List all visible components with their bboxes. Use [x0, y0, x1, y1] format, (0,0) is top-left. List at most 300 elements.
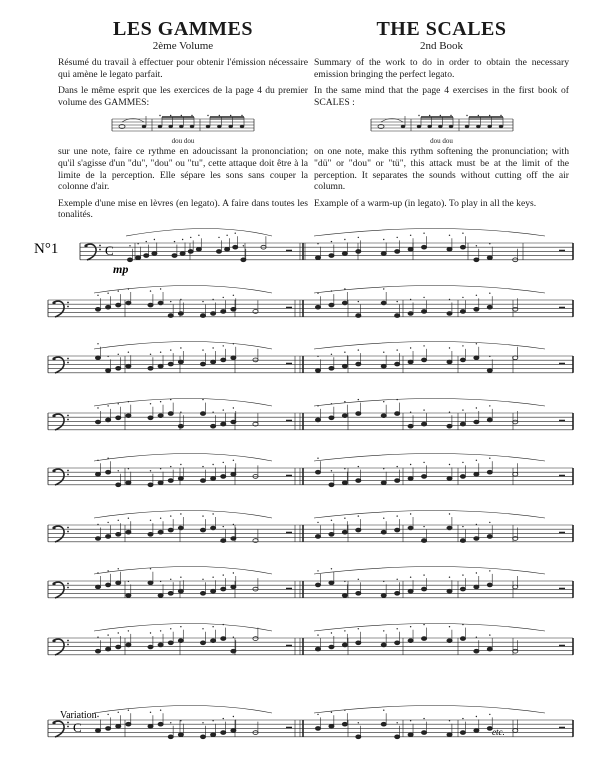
dynamic-marking: mp [113, 262, 129, 276]
rest [559, 532, 565, 534]
staccato-dot [462, 297, 463, 298]
note-head [315, 727, 320, 731]
staff [80, 229, 573, 262]
staccato-dot [128, 518, 129, 519]
note-head [106, 305, 111, 309]
note-head [381, 414, 386, 418]
note-head [513, 472, 518, 476]
slur [314, 229, 545, 237]
staccato-dot [233, 524, 234, 525]
slur [94, 454, 272, 462]
note-head [233, 245, 238, 249]
staccato-dot [410, 464, 411, 465]
staccato-dot [462, 233, 463, 234]
staff [48, 399, 573, 431]
note-head [381, 481, 386, 485]
rest [286, 250, 292, 252]
note-head [381, 252, 386, 256]
staccato-dot [383, 288, 384, 289]
note-head [487, 256, 492, 260]
slur [94, 286, 272, 294]
note-head [421, 637, 426, 641]
staccato-dot [462, 574, 463, 575]
note-head [178, 589, 183, 593]
staccato-dot [97, 524, 98, 525]
staccato-dot [410, 577, 411, 578]
note-head [231, 307, 236, 311]
staccato-dot [233, 716, 234, 717]
note-head [200, 735, 205, 739]
staccato-dot [107, 522, 108, 523]
time-signature: C [105, 243, 114, 258]
staccato-dot [358, 301, 359, 302]
staccato-dot [383, 468, 384, 469]
staccato-dot [396, 466, 397, 467]
note-head [211, 312, 216, 316]
clef-dot [67, 587, 69, 589]
note-head [116, 645, 121, 649]
note-head [487, 535, 492, 539]
note-head [342, 530, 347, 534]
clef-dot [52, 301, 55, 304]
note-head [95, 585, 100, 589]
staccato-dot [118, 470, 119, 471]
staccato-dot [150, 520, 151, 521]
note-head [168, 479, 173, 483]
staccato-dot [462, 462, 463, 463]
note-head [126, 722, 131, 726]
staccato-dot [128, 710, 129, 711]
staccato-dot [423, 526, 424, 527]
staccato-dot [410, 513, 411, 514]
staccato-dot [226, 235, 227, 236]
staccato-dot [344, 468, 345, 469]
note-head [329, 254, 334, 258]
note-head [381, 364, 386, 368]
note-head [168, 591, 173, 595]
staccato-dot [358, 722, 359, 723]
staccato-dot [150, 290, 151, 291]
staccato-dot [476, 343, 477, 344]
note-head [421, 475, 426, 479]
note-head [342, 364, 347, 368]
staccato-dot [150, 354, 151, 355]
note-head [127, 258, 132, 262]
staccato-dot [344, 401, 345, 402]
clef-dot [84, 244, 87, 247]
slur [314, 342, 545, 350]
note-head [460, 637, 465, 641]
staccato-dot [489, 405, 490, 406]
staccato-dot [489, 243, 490, 244]
note-head [148, 416, 153, 420]
note-head [487, 418, 492, 422]
staccato-dot [423, 409, 424, 410]
clef-dot [67, 415, 69, 417]
note-head [126, 414, 131, 418]
clef-dot [67, 722, 69, 724]
note-head [447, 589, 452, 593]
note-head [126, 301, 131, 305]
note-head [158, 301, 163, 305]
note-head [342, 301, 347, 305]
staccato-dot [423, 297, 424, 298]
staccato-dot [212, 626, 213, 627]
note-head [178, 360, 183, 364]
note-head [447, 360, 452, 364]
note-head [487, 369, 492, 373]
note-head [460, 422, 465, 426]
staccato-dot [170, 628, 171, 629]
english-intro: Summary of the work to do in order to obtain the necessary emission bringing the perfect legato. [314, 57, 569, 80]
note-head [315, 583, 320, 587]
note-head [231, 356, 236, 360]
staccato-dot [423, 345, 424, 346]
english-subtitle: 2nd Book [419, 40, 464, 52]
note-head [395, 735, 400, 739]
note-head [200, 641, 205, 645]
slur [314, 706, 545, 714]
english-reference: In the same mind that the page 4 exercises in the first book of SCALES : [314, 85, 569, 108]
staccato-dot [476, 524, 477, 525]
staccato-dot [180, 412, 181, 413]
staff [48, 567, 573, 599]
note-head [421, 539, 426, 543]
staccato-dot [383, 518, 384, 519]
staccato-dot [118, 354, 119, 355]
staccato-dot [449, 412, 450, 413]
staccato-dot [160, 581, 161, 582]
note-head [211, 424, 216, 428]
staccato-dot [396, 722, 397, 723]
note-head [421, 358, 426, 362]
clef-dot [52, 469, 55, 472]
note-head [126, 481, 131, 485]
note-head [447, 639, 452, 643]
staccato-dot [462, 718, 463, 719]
staff-group [48, 229, 573, 739]
staccato-dot [449, 235, 450, 236]
note-head [231, 420, 236, 424]
note-head [356, 412, 361, 416]
note-head [95, 472, 100, 476]
staccato-dot [202, 515, 203, 516]
note-head [158, 481, 163, 485]
note-head [116, 416, 121, 420]
staccato-dot [317, 522, 318, 523]
staccato-dot [97, 343, 98, 344]
staccato-dot [190, 237, 191, 238]
staccato-dot [233, 407, 234, 408]
note-head [408, 477, 413, 481]
note-head [395, 479, 400, 483]
staccato-dot [202, 399, 203, 400]
staccato-dot [410, 720, 411, 721]
note-head [381, 301, 386, 305]
note-head [474, 307, 479, 311]
staccato-dot [212, 347, 213, 348]
note-head [200, 479, 205, 483]
rest [559, 363, 565, 365]
staccato-dot [107, 570, 108, 571]
note-head [315, 256, 320, 260]
staccato-dot [489, 356, 490, 357]
staccato-dot [128, 352, 129, 353]
etc-label: etc. [492, 727, 505, 737]
staccato-dot [170, 349, 171, 350]
note-head [148, 532, 153, 536]
rest [559, 420, 565, 422]
slur [314, 511, 545, 519]
note-head [148, 366, 153, 370]
staccato-dot [344, 518, 345, 519]
staccato-dot [489, 293, 490, 294]
note-head [253, 637, 258, 641]
note-head [513, 729, 518, 733]
note-head [513, 420, 518, 424]
note-head [95, 649, 100, 653]
staccato-dot [118, 568, 119, 569]
note-head [474, 472, 479, 476]
staccato-dot [128, 468, 129, 469]
staccato-dot [358, 237, 359, 238]
staccato-dot [107, 293, 108, 294]
staccato-dot [97, 637, 98, 638]
note-head [460, 539, 465, 543]
staccato-dot [317, 243, 318, 244]
staccato-dot [150, 632, 151, 633]
staccato-dot [118, 632, 119, 633]
clef-dot [99, 249, 101, 251]
staccato-dot [233, 637, 234, 638]
note-head [116, 303, 121, 307]
staccato-dot [223, 574, 224, 575]
exercise-number: N°1 [34, 241, 59, 257]
note-head [395, 412, 400, 416]
staccato-dot [476, 637, 477, 638]
note-head [460, 245, 465, 249]
rest [286, 532, 292, 534]
note-head [342, 594, 347, 598]
note-head [116, 532, 121, 536]
staccato-dot [160, 518, 161, 519]
note-head [106, 727, 111, 731]
note-head [408, 526, 413, 530]
clef-dot [67, 358, 69, 360]
staccato-dot [107, 356, 108, 357]
note-head [329, 303, 334, 307]
staccato-dot [476, 716, 477, 717]
staccato-dot [118, 403, 119, 404]
variation-label: Variation [60, 710, 97, 721]
staccato-dot [383, 352, 384, 353]
rest [286, 475, 292, 477]
staccato-dot [410, 235, 411, 236]
note-head [106, 418, 111, 422]
staccato-dot [410, 626, 411, 627]
note-head [221, 310, 226, 314]
rest [559, 727, 565, 729]
note-head [168, 314, 173, 318]
staccato-dot [146, 241, 147, 242]
note-head [329, 483, 334, 487]
staccato-dot [396, 237, 397, 238]
clef-dot [52, 721, 55, 724]
staccato-dot [223, 297, 224, 298]
note-head [148, 303, 153, 307]
staccato-dot [223, 409, 224, 410]
staccato-dot [331, 712, 332, 713]
staccato-dot [331, 520, 332, 521]
note-head [168, 412, 173, 416]
rest [286, 420, 292, 422]
note-head [158, 364, 163, 368]
staccato-dot [180, 299, 181, 300]
staccato-dot [344, 352, 345, 353]
staccato-dot [423, 718, 424, 719]
staccato-dot [358, 579, 359, 580]
time-signature: C [73, 720, 82, 735]
note-head [126, 643, 131, 647]
staccato-dot [449, 299, 450, 300]
note-head [211, 589, 216, 593]
note-head [460, 358, 465, 362]
staff [48, 511, 573, 543]
clef-dot [67, 419, 69, 421]
staccato-dot [489, 714, 490, 715]
staccato-dot [410, 347, 411, 348]
note-head [180, 252, 185, 256]
rest [559, 588, 565, 590]
note-head [188, 250, 193, 254]
note-head [315, 535, 320, 539]
staccato-dot [118, 520, 119, 521]
staccato-dot [331, 632, 332, 633]
staccato-dot [174, 241, 175, 242]
staccato-dot [317, 356, 318, 357]
staccato-dot [383, 239, 384, 240]
note-head [460, 310, 465, 314]
clef-dot [67, 644, 69, 646]
staccato-dot [128, 630, 129, 631]
staccato-dot [202, 628, 203, 629]
staccato-dot [358, 349, 359, 350]
staccato-dot [198, 235, 199, 236]
note-head [395, 528, 400, 532]
clef-dot [52, 639, 55, 642]
french-subtitle: 2ème Volume [152, 40, 214, 52]
staccato-dot [150, 470, 151, 471]
note-head [231, 472, 236, 476]
staccato-dot [317, 570, 318, 571]
staccato-dot [212, 412, 213, 413]
staccato-dot [383, 401, 384, 402]
rest [559, 645, 565, 647]
note-head [356, 528, 361, 532]
slur [314, 624, 545, 632]
note-head [144, 254, 149, 258]
staff [48, 342, 573, 374]
rest [286, 307, 292, 309]
french-instruction: sur une note, faire ce rythme en adoucissant la prononciation; qu'il s'agisse d'un "du", "dou" ou "tu", cette attaque doit être à la limite de la perception. Elle sépare les sons sans couper la colonne d'air. [58, 146, 308, 193]
note-head [329, 532, 334, 536]
staccato-dot [476, 572, 477, 573]
slur [94, 511, 272, 519]
rest [286, 727, 292, 729]
note-head [421, 422, 426, 426]
staccato-dot [107, 714, 108, 715]
note-head [513, 307, 518, 311]
staccato-dot [449, 720, 450, 721]
note-head [231, 585, 236, 589]
staccato-dot [170, 466, 171, 467]
staccato-dot [128, 581, 129, 582]
clef-dot [67, 583, 69, 585]
staccato-dot [344, 239, 345, 240]
note-head [381, 530, 386, 534]
note-head [395, 314, 400, 318]
note-head [241, 258, 246, 262]
note-head [329, 416, 334, 420]
staccato-dot [449, 464, 450, 465]
note-head [106, 647, 111, 651]
staccato-dot [150, 403, 151, 404]
staccato-dot [212, 577, 213, 578]
note-head [126, 594, 131, 598]
rest [559, 475, 565, 477]
note-head [474, 585, 479, 589]
staccato-dot [423, 624, 424, 625]
note-head [487, 727, 492, 731]
note-head [474, 537, 479, 541]
note-head [211, 733, 216, 737]
note-head [253, 358, 258, 362]
note-head [474, 258, 479, 262]
staccato-dot [97, 295, 98, 296]
note-head [231, 649, 236, 653]
staccato-dot [170, 515, 171, 516]
staff [48, 286, 573, 318]
note-head [148, 581, 153, 585]
note-head [148, 724, 153, 728]
slur [94, 399, 272, 407]
slur [314, 567, 545, 575]
staccato-dot [180, 720, 181, 721]
note-head [395, 250, 400, 254]
note-head [211, 526, 216, 530]
slur [94, 342, 272, 350]
staccato-dot [317, 634, 318, 635]
staff [48, 624, 573, 656]
note-head [381, 594, 386, 598]
slur [314, 454, 545, 462]
note-head [95, 356, 100, 360]
note-head [315, 418, 320, 422]
note-head [178, 639, 183, 643]
note-head [221, 358, 226, 362]
note-head [395, 591, 400, 595]
rest [286, 363, 292, 365]
note-head [487, 583, 492, 587]
note-head [106, 470, 111, 474]
staccato-dot [383, 630, 384, 631]
note-head [487, 470, 492, 474]
note-head [253, 587, 258, 591]
staccato-dot [182, 239, 183, 240]
staccato-dot [462, 409, 463, 410]
note-head [356, 479, 361, 483]
note-head [329, 366, 334, 370]
